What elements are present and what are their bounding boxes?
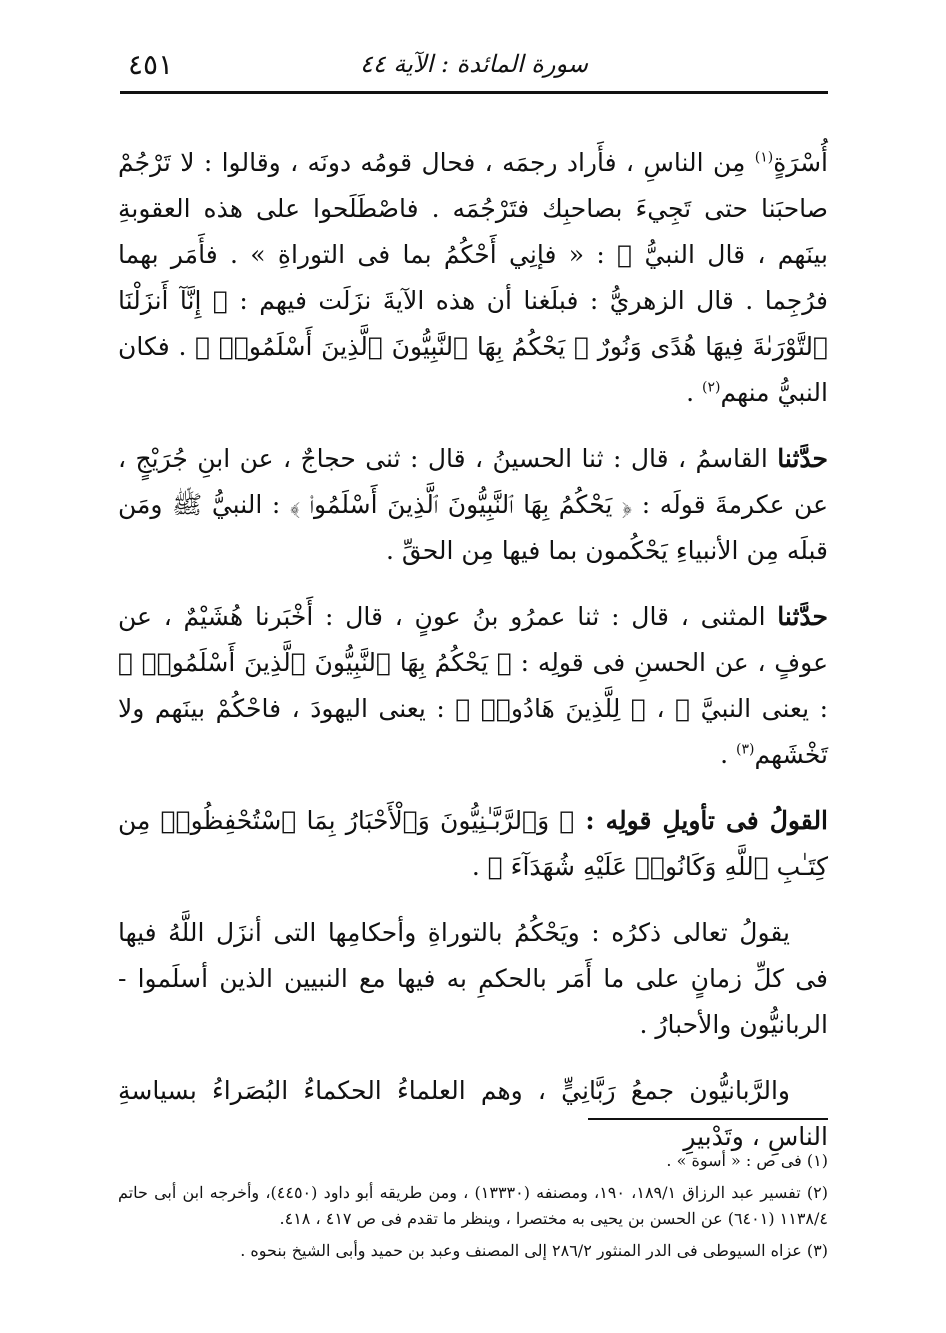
footnote-marker: (٢)	[701, 379, 721, 396]
paragraph-text: مِن الناسِ ، فأَراد رجمَه ، فحال قومُه دونَه ، وقالوا : لا تَرْجُمْ صاحبَنا حتى تَجِيءَ بصاحبِك فتَرْجُمَه . فاصْطَلَحوا على هذه العقوبةِ بينَهم ، قال النبيُّ ﷺ : « فإنِي أَحْكُمُ بما فى التوراةِ » . فأَمَر بهما فرُجِما . قال الزهريُّ : فبلَغنا أن هذه الآيةَ نزَلَت فيهم :	[118, 148, 828, 315]
quran-quote: ﴿ لِلَّذِينَ هَادُوا۟ ﴾	[455, 694, 646, 723]
paragraph-text: .	[471, 852, 488, 881]
footnote: (٣) عزاه السيوطى فى الدر المنثور ٢٨٦/٢ إلى المصنف وعبد بن حميد وأبى الشيخ بنحوه .	[240, 1241, 828, 1260]
footnote-marker: (٣)	[735, 741, 755, 758]
lead-word: القولُ فى تأويلِ قولِه :	[574, 806, 829, 835]
paragraph-text: يقولُ تعالى ذكرُه : ويَحْكُمُ بالتوراةِ وأحكامِها التى أنزَل اللَّهُ فيها فى كلِّ زمانٍ على ما أَمَر بالحكمِ به فيها مع النبيين الذين أسلَموا - الربانيُّون والأحبارُ .	[118, 918, 828, 1039]
paragraph-text: : يعنى اليهودَ ، فاحْكُمْ بينَهم ولا تَخْشَهم	[118, 694, 828, 769]
paragraph-text: القاسمُ ، قال : ثنا الحسينُ ، قال : ثنى حجاجٌ ، عن ابنِ جُرَيْجٍ ، عن عكرمةَ قولَه :	[118, 444, 828, 519]
paragraph-text: . فكان النبيُّ منهم	[118, 332, 828, 407]
quran-quote: ﴿ يَحْكُمُ بِهَا ٱلنَّبِيُّونَ ٱلَّذِينَ أَسْلَمُوا۟ ﴾	[118, 648, 512, 677]
quran-quote: ﴿ يَحْكُمُ بِهَا ٱلنَّبِيُّونَ ٱلَّذِينَ أَسْلَمُوا۟ ﴾	[289, 490, 633, 519]
lead-word: حدَّثنا	[777, 444, 828, 473]
paragraph-text: : النبيُّ ﷺ ومَن قبلَه مِن الأنبياءِ يَحْكُمون بما فيها مِن الحقِّ .	[118, 490, 828, 565]
footnote-marker: (١)	[754, 149, 774, 166]
main-text	[118, 140, 828, 1180]
paragraph-text: والرَّبانيُّون جمعُ رَبَّانِيٍّ ، وهم العلماءُ الحكماءُ البُصَراءُ بسياسةِ الناسِ ، وتَدْبيرِ	[118, 1076, 828, 1151]
footnote: (٢) تفسير عبد الرزاق ١٨٩/١، ١٩٠، ومصنفه (١٣٣٣٠) ، ومن طريقه أبو داود (٤٤٥٠)، وأخرجه ابن أبى حاتم ١١٣٨/٤ (٦٤٠١) عن الحسن بن يحيى به مختصرا ، وينظر ما تقدم فى ص ٤١٧ ، ٤١٨.	[118, 1183, 829, 1228]
paragraph-text: المثنى ، قال : ثنا عمرُو بنُ عونٍ ، قال : أَخْبَرنا هُشَيْمٌ ، عن عوفٍ ، عن الحسنِ فى قولِه :	[118, 602, 828, 677]
header-rule	[120, 91, 828, 94]
lead-word: حدَّثنا	[777, 602, 828, 631]
page-header	[120, 40, 828, 94]
footnote: (١) فى ص : « أسوة » .	[666, 1151, 828, 1170]
paragraph	[118, 910, 828, 1048]
paragraph-text: .	[720, 740, 736, 769]
page-number: ٤٥١	[128, 48, 174, 81]
paragraph	[118, 140, 828, 416]
paragraph-text: : يعنى النبيَّ ﷺ ،	[645, 694, 828, 723]
running-title: سورة المائدة : الآية ٤٤	[360, 50, 588, 78]
paragraph	[118, 798, 828, 890]
quran-quote: ﴿ وَٱلرَّبَّـٰنِيُّونَ وَٱلْأَحْبَارُ بِمَا ٱسْتُحْفِظُوا۟ مِن كِتَـٰبِ ٱللَّهِ وَكَانُوا۟ عَلَيْهِ شُهَدَآءَ ﴾	[118, 806, 828, 881]
footnote-rule	[588, 1118, 828, 1120]
quran-quote: ﴿ إِنَّآ أَنزَلْنَا ٱلتَّوْرَىٰةَ فِيهَا هُدًى وَنُورٌ ۚ يَحْكُمُ بِهَا ٱلنَّبِيُّونَ ٱلَّذِينَ أَسْلَمُوا۟ ﴾	[118, 286, 828, 361]
footnotes	[118, 1148, 828, 1270]
paragraph-text: .	[686, 378, 702, 407]
paragraph	[118, 594, 828, 778]
paragraph	[118, 1068, 828, 1160]
paragraph-text: أُسْرَةٍ	[773, 148, 828, 177]
paragraph	[118, 436, 828, 574]
